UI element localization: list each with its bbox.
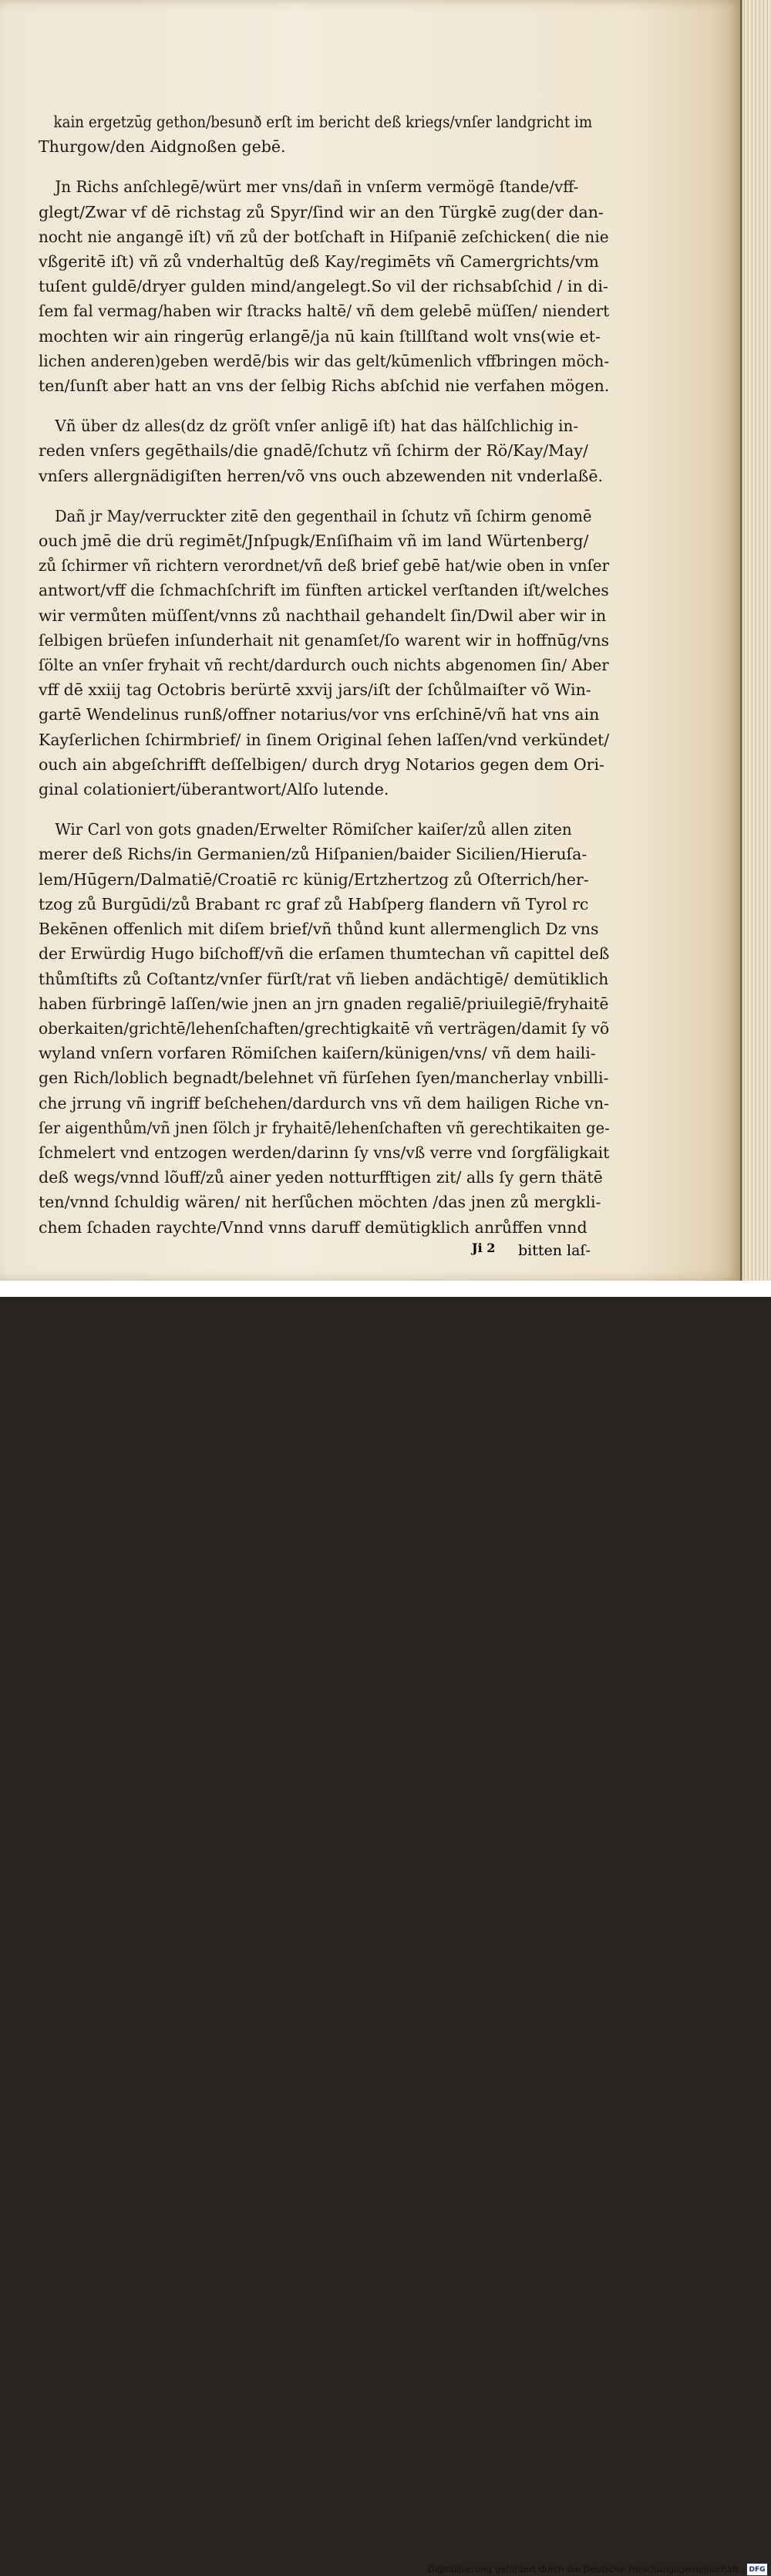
text-line: kain ergetzūg gethon/besunð erſt im bericht deß kriegs/vnſer landgricht im [53, 113, 593, 131]
text-line: glegt/Zwar vf dē richstag zů Spyr/ſind wir an den Türgkē zug(der dan- [39, 202, 604, 221]
paragraph [39, 817, 609, 1239]
text-line: wyland vnſern vorfaren Römiſchen kaiſern/künigen/vns/ vñ dem haili- [39, 1044, 596, 1063]
text-line: vßgeritē iſt) vñ zů vnderhaltūg deß Kay/regimēts vñ Camergrichts/vm [39, 252, 599, 272]
text-line: ginal colationiert/überantwort/Alſo lutende. [39, 780, 389, 799]
signature-mark: Ji 2 [472, 1241, 496, 1255]
text-line: haben fürbringē laſſen/wie jnen an jrn gnaden regaliē/priuilegiē/fryhaitē [39, 994, 609, 1013]
page-text-block [39, 110, 609, 1255]
text-line: ſer aigenthům/vñ jnen ſölch jr fryhaitē/lehenſchaften vñ gerechtikaiten ge- [39, 1118, 610, 1137]
text-line: ten/ſunſt aber hatt an vns der ſelbig Richs abſchid nie verfahen mögen. [39, 376, 610, 396]
paragraph [39, 110, 609, 159]
text-line: merer deß Richs/in Germanien/zů Hiſpanien/baider Sicilien/Hieruſa- [39, 845, 588, 864]
text-line: Wir Carl von gots gnaden/Erwelter Römiſcher kaiſer/zů allen ziten [55, 820, 572, 839]
text-line: lem/Hūgern/Dalmatiē/Croatiē rc künig/Ertzhertzog zů Oſterrich/her- [39, 869, 589, 889]
text-line: Bekēnen offenlich mit diſem brief/vñ thůnd kunt allermenglich Dz vns [39, 920, 599, 939]
text-line: wir vermůten müſſent/vnns zů nachthail gehandelt ſin/Dwil aber wir in [39, 606, 607, 625]
text-line: Vñ über dz alles(dz dz gröſt vnſer anligē iſt) hat das hälſchlichig in- [55, 417, 579, 436]
text-line: antwort/vff die ſchmachſchrift im fünften artickel verſtanden iſt/welches [39, 581, 609, 600]
text-line: tzog zů Burgūdi/zů Brabant rc graf zů Habſperg flandern vñ Tyrol rc [39, 894, 589, 913]
catchword: bitten laſ- [518, 1242, 591, 1259]
text-line: ten/vnnd ſchuldig wären/ nit herſůchen möchten /das jnen zů mergkli- [39, 1193, 601, 1212]
text-line: Dañ jr May/verruckter zitē den gegenthail in ſchutz vñ ſchirm genomē [54, 506, 592, 525]
text-line: nocht nie angangē iſt) vñ zů der botſchaft in Hiſpaniē zeſchicken( die nie [39, 227, 609, 246]
text-line: Thurgow/den Aidgnoßen gebē. [39, 137, 286, 157]
paragraph [39, 174, 609, 398]
text-line: ouch jmē die drü regimēt/Jnſpugk/Enſiſhaim vñ im land Würtenberg/ [39, 532, 589, 551]
digitization-credit: Digitalisierung gefördert durch die Deutsche Forschungsgemeinschaft - [427, 2564, 745, 2574]
text-line: chem ſchaden raychte/Vnnd vnns daruff demütigklich anrůffen vnnd [39, 1217, 588, 1237]
text-line: ſem fal vermag/haben wir ſtracks haltē/ vñ dem gelebē müſſen/ niendert [39, 302, 610, 321]
text-line: reden vnſers gegēthails/die gnadē/ſchutz vñ ſchirm der Rö/Kay/May/ [39, 441, 588, 461]
text-line: lichen anderen)geben werdē/bis wir das gelt/kūmenlich vffbringen möch- [39, 351, 610, 370]
text-line: vnſers allergnädigiſten herren/võ vns ouch abzewenden nit vnderlaßē. [39, 466, 603, 485]
text-line: deß wegs/vnnd lõuff/zů ainer yeden notturfftigen zit/ alls ſy gern thätē [39, 1168, 603, 1187]
text-line: ſelbigen brüefen inſunderhait nit genamſet/ſo warent wir in hoffnūg/vns [39, 630, 610, 650]
text-line: thůmſtifts zů Coſtantz/vnſer fürſt/rat vñ lieben andächtigē/ demütiklich [39, 969, 609, 988]
footer-bar [0, 1281, 771, 2574]
book-fore-edge [742, 0, 771, 1281]
paragraph [39, 504, 609, 802]
text-line: tuſent guldē/dryer gulden mind/angelegt.So vil der richsabſchid / in di- [39, 277, 608, 296]
text-line: zů ſchirmer vñ richtern verordnet/vñ deß brief gebē hat/wie oben in vnſer [39, 556, 610, 576]
text-line: ouch ain abgeſchrifft deſſelbigen/ durch dryg Notarios gegen dem Ori- [39, 755, 604, 774]
book-page [0, 0, 740, 1281]
text-line: ſchmelert vnd entzogen werden/darinn ſy vns/vß verre vnd ſorgfäligkait [39, 1143, 610, 1162]
text-line: Jn Richs anſchlegē/würt mer vns/dañ in vnſerm vermögē ſtande/vff- [55, 177, 579, 197]
text-line: vff dē xxiij tag Octobris berürtē xxvij jars/iſt der ſchůlmaiſter võ Win- [39, 680, 591, 700]
text-line: der Erwürdig Hugo biſchoff/vñ die erſamen thumtechan vñ capittel deß [39, 944, 610, 964]
paragraph [39, 414, 609, 488]
dfg-logo: DFG [746, 2563, 768, 2576]
text-line: che jrrung vñ ingriff beſchehen/dardurch vns vñ dem hailigen Riche vn- [39, 1093, 610, 1112]
text-line: oberkaiten/grichtē/lehenſchaften/grechtigkaitē vñ verträgen/damit ſy võ [39, 1018, 610, 1038]
text-line: mochten wir ain ringerūg erlangē/ja nū kain ſtillſtand wolt vns(wie et- [39, 326, 601, 346]
text-line: gartē Wendelinus runß/offner notarius/vor vns erſchinē/vñ hat vns ain [39, 705, 600, 724]
text-line: ſölte an vnſer fryhait vñ recht/dardurch ouch nichts abgenomen ſin/ Aber [39, 656, 609, 675]
text-line: Kayſerlichen ſchirmbrief/ in ſinem Original ſehen laſſen/vnd verkündet/ [39, 730, 610, 749]
text-line: gen Rich/loblich begnadt/belehnet vñ fürſehen ſyen/mancherlay vnbilli- [39, 1069, 609, 1088]
